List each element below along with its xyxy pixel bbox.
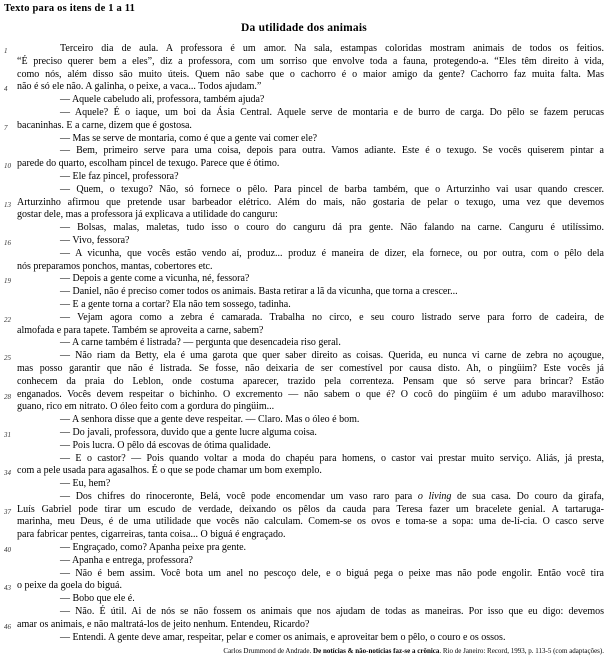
text-line <box>4 465 604 478</box>
text-line <box>17 299 604 312</box>
text-line <box>4 542 604 555</box>
text-segment: parede do quarto, escolham pincel de texugo. Parece que é ótimo. <box>17 158 280 170</box>
text-segment: — Engraçado, como? Apanha peixe pra gente. <box>60 542 247 554</box>
text-segment: — Vivo, fessora? <box>60 234 130 246</box>
text-segment: — Bem, primeiro serve para uma coisa, depois para outra. Vamos adiante. Este é o texugo. Se vocês quiserem pintar a <box>60 145 604 157</box>
text-line <box>17 440 604 453</box>
text-segment: — Daniel, não é preciso comer todos os animais. Basta retirar a lã da vicunha, que torna a crescer... <box>60 286 458 298</box>
text-segment: — Bobo que ele é. <box>60 593 135 605</box>
text-segment: — Apanha e entrega, professora? <box>60 554 193 566</box>
text-line <box>4 311 604 325</box>
text-segment: bacaninhas. E a carne, dizem que é gostosa. <box>17 119 192 131</box>
text-segment: — E o castor? — Pois quando voltar a moda do chapéu para homens, o castor vai prestar muito serviço. Aliás, já presta, <box>60 452 604 464</box>
text-segment: Terceiro dia de aula. A professora é um amor. Na sala, estampas coloridas mostram animais de todos os feitios. <box>60 43 604 54</box>
text-line <box>17 171 604 184</box>
text-segment: não é só ele não. A galinha, o peixe, a vaca... Todos ajudam.” <box>17 81 262 93</box>
text-line <box>17 414 604 427</box>
text-line <box>4 618 604 632</box>
text-segment: enganados. Vocês devem respeitar o bichinho. O excremento — não sabem o que é? O cocô do pingüim é um adubo maravilhoso: <box>17 388 604 400</box>
line-number: 46 <box>4 622 11 631</box>
text-line <box>17 453 604 466</box>
text-line <box>17 478 604 491</box>
text-line <box>17 325 604 338</box>
text-segment: — Pois lucra. O pêlo dá escovas de ótima qualidade. <box>60 439 271 451</box>
text-line <box>17 491 604 504</box>
text-line <box>17 69 604 82</box>
line-number: 31 <box>4 430 11 439</box>
reading-passage <box>4 43 604 644</box>
text-segment: guano, rico em nitrato. O óleo feito com a gordura do pingüim... <box>17 401 275 413</box>
source-citation <box>0 647 604 655</box>
text-line <box>17 376 604 389</box>
text-line <box>17 94 604 107</box>
text-line <box>17 56 604 69</box>
line-number: 28 <box>4 392 11 401</box>
text-line <box>4 350 604 363</box>
line-number: 4 <box>4 85 8 94</box>
text-segment: conhecem da praia do Leblon, onde costuma aparecer, trazido pela correnteza. Pensam que só serve para brincar? Estão <box>17 375 604 387</box>
text-segment: com a pele usada para agasalhos. É o que se pode chamar um bom exemplo. <box>17 465 322 477</box>
text-line <box>4 43 604 56</box>
text-segment: Arturzinho afirmou que pretende usar barbeador elétrico. Além do mais, não gostaria de pelar o texugo, uma vez que devemos <box>17 196 604 208</box>
text-segment: “É preciso querer bem a eles”, diz a professora, com um sorriso que envolve toda a fauna, protegendo-a. “Eles têm direito à vida, <box>17 55 604 67</box>
text-line <box>17 529 604 542</box>
text-line <box>17 555 604 568</box>
text-segment: — Não. É útil. Ai de nós se não fossem os animais que nos ajudam de todas as maneiras. Por isso que eu digo: devemos <box>60 606 604 618</box>
text-segment: — Vejam agora como a zebra é camarada. Trabalha no circo, e seu couro listrado serve para forro de cadeira, de <box>60 311 604 323</box>
text-segment: — Bolsas, malas, maletas, tudo isso o couro do canguru dá pra gente. Não falando na carne. Canguru é utilíssimo. <box>60 222 604 234</box>
text-segment: — Ele faz pincel, professora? <box>60 170 179 182</box>
text-line <box>17 516 604 529</box>
line-number: 13 <box>4 200 11 209</box>
text-segment: — A carne também é listrada? — pergunta que desencadeia riso geral. <box>60 337 341 349</box>
text-segment: Carlos Drummond de Andrade. <box>223 647 314 656</box>
text-line <box>4 196 604 210</box>
text-segment: o living <box>417 490 452 502</box>
line-number: 16 <box>4 238 11 247</box>
text-segment: de sua casa. Do couro da girafa, <box>451 490 604 502</box>
text-line <box>4 426 604 440</box>
text-segment: — Aquele? É o iaque, um boi da Ásia Central. Aquele serve de montaria e de burro de carga. Do pêlo se fazem perucas <box>60 106 604 118</box>
passage-title: Da utilidade dos animais <box>241 22 367 34</box>
text-line <box>4 234 604 248</box>
text-segment: . Rio de Janeiro: Record, 1993, p. 113-5 (com adaptações). <box>439 647 604 656</box>
line-number: 34 <box>4 469 11 478</box>
text-line <box>4 273 604 286</box>
line-number: 43 <box>4 584 11 593</box>
text-segment: — Dos chifres do rinoceronte, Belá, você pode encomendar um vaso raro para <box>60 490 418 502</box>
text-segment: para fabricar pentes, cigarreiras, tanta coisa... O biguá é engraçado. <box>17 529 286 541</box>
text-segment: — Depois a gente come a vicunha, né, fessora? <box>60 273 250 285</box>
text-segment: marinha, meu Deus, é de uma utilidade que vocês não calculam. Comem-se os ovos e toma-se a sopa: uma de-lí-cia. O casco serve <box>17 516 604 528</box>
line-number: 10 <box>4 162 11 171</box>
line-number: 40 <box>4 546 11 555</box>
text-line <box>17 107 604 120</box>
text-line <box>17 401 604 414</box>
text-line <box>17 184 604 197</box>
text-segment: nós preparamos ponchos, mantas, cobertores etc. <box>17 260 213 272</box>
text-instruction: Texto para os itens de 1 a 11 <box>4 3 136 14</box>
text-segment: — A vicunha, que vocês estão vendo aí, produz... produz é maneira de dizer, ela fornece, ou por outra, com o pêlo dela <box>60 247 604 259</box>
text-segment: — Não riam da Betty, ela é uma garota que quer saber direito as coisas. Querida, eu nunca vi carne de zebra no açougue, <box>60 350 604 362</box>
text-line <box>4 580 604 593</box>
line-number: 1 <box>4 47 8 55</box>
text-line <box>17 606 604 619</box>
text-line <box>17 593 604 606</box>
text-line <box>4 81 604 94</box>
text-line <box>4 119 604 133</box>
text-segment: — E a gente torna a cortar? Ela não tem sossego, tadinha. <box>60 298 291 310</box>
line-number: 19 <box>4 277 11 286</box>
text-segment: — Do javali, professora, duvido que a gente lucre alguma coisa. <box>60 426 317 438</box>
text-segment: almofada e para tapete. Também se aproveita a carne, sabem? <box>17 324 264 336</box>
line-number: 25 <box>4 354 11 363</box>
text-line <box>17 568 604 581</box>
text-segment: — Aquele cabeludo ali, professora, também ajuda? <box>60 94 265 106</box>
text-line <box>17 133 604 146</box>
text-segment: gostar dele, mas a professora já explicava a utilidade do canguru: <box>17 209 278 221</box>
text-segment: Luís Gabriel pode tirar um escudo de verdade, deixando os pêlos da cauda para Teresa fazer um bracelete genial. A tartaruga- <box>17 503 604 515</box>
text-segment: — Quem, o texugo? Não, só fornece o pêlo. Para pincel de barba também, que o Arturzinho vai usar quando crescer. <box>60 183 604 195</box>
text-line <box>17 222 604 235</box>
text-segment: — A senhora disse que a gente deve respeitar. — Claro. Mas o óleo é bom. <box>60 414 360 426</box>
text-line <box>17 363 604 376</box>
text-segment: — Eu, hem? <box>60 478 111 490</box>
text-line <box>17 286 604 299</box>
text-segment: — Não é bem assim. Você bota um anel no pescoço dele, e o biguá pega o peixe mas não pode engolir. Então você tira <box>60 567 604 579</box>
text-line <box>4 503 604 517</box>
text-line <box>17 145 604 158</box>
text-segment: o peixe da goela do biguá. <box>17 580 122 592</box>
text-line <box>17 261 604 274</box>
text-segment: amar os animais, e não maltratá-los de jeito nenhum. Entendeu, Ricardo? <box>17 618 310 630</box>
text-segment: — Mas se serve de montaria, como é que a gente vai comer ele? <box>60 132 318 144</box>
text-segment: mas posso garantir que não é listrada. Se fosse, não deixaria de ser comestível por causa disto. Ah, o pingüim? Este vocês já <box>17 362 604 374</box>
text-line <box>17 209 604 222</box>
document-page <box>0 3 608 668</box>
line-number: 37 <box>4 507 11 516</box>
text-segment: De notícias & não-notícias faz-se a crônica <box>313 647 440 656</box>
text-line <box>17 248 604 261</box>
text-segment: — Entendi. A gente deve amar, respeitar, pelar e comer os animais, e aproveitar bem o pêlo, o couro e os ossos. <box>60 631 506 643</box>
text-line <box>4 158 604 171</box>
text-line <box>17 632 604 645</box>
text-segment: como nós, além disso são muito úteis. Quem não sabe que o cachorro é o maior amigo da gente? Cachorro faz muita falta. Mas <box>17 68 604 80</box>
line-number: 7 <box>4 123 8 132</box>
text-line <box>17 337 604 350</box>
text-line <box>4 388 604 402</box>
line-number: 22 <box>4 315 11 324</box>
